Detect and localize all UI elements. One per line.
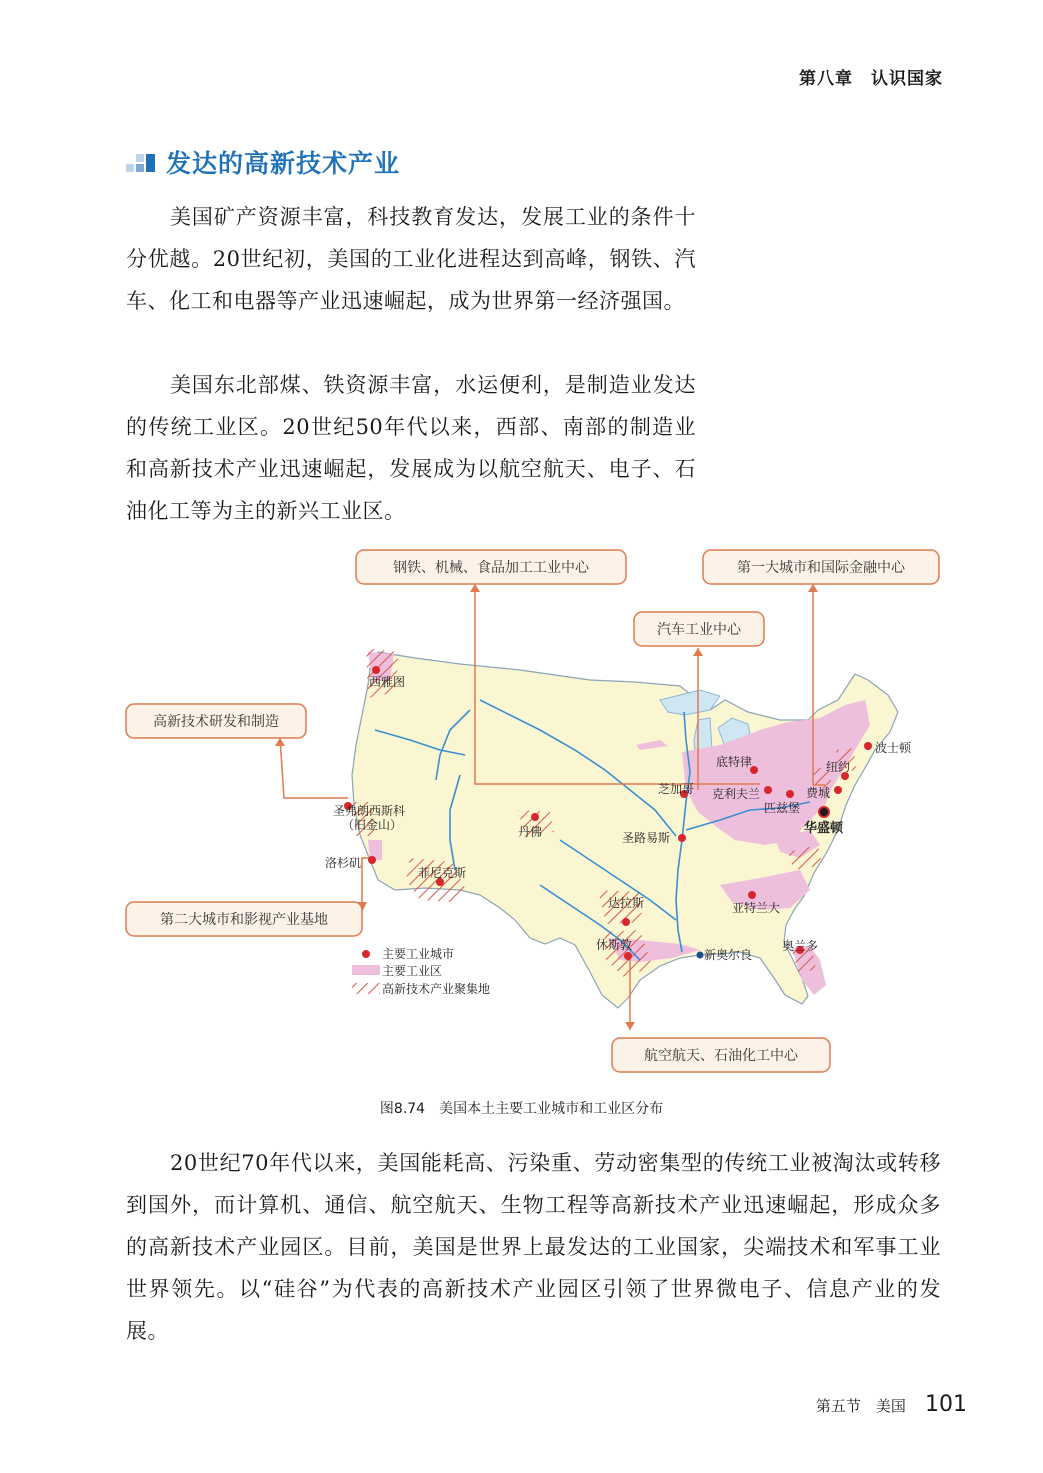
callout-auto-text: 汽车工业中心	[657, 622, 741, 638]
callout-steel-text: 钢铁、机械、食品加工工业中心	[393, 560, 589, 576]
callout-aero-text: 航空航天、石油化工中心	[644, 1048, 798, 1064]
city-pittsburgh: 匹兹堡	[764, 801, 801, 815]
legend-hightech-label: 高新技术产业聚集地	[382, 982, 491, 996]
city-detroit: 底特律	[716, 755, 753, 769]
page-footer	[816, 1392, 967, 1417]
city-chicago: 芝加哥	[658, 782, 695, 796]
map-legend	[352, 947, 490, 996]
blue-squares-icon	[126, 149, 156, 175]
city-neworleans: 新奥尔良	[704, 948, 753, 962]
callout-steel	[356, 550, 626, 584]
city-sf-alt: （旧金山）	[342, 818, 403, 832]
footer-section: 第五节 美国	[815, 1397, 906, 1415]
callout-finance-text: 第一大城市和国际金融中心	[737, 560, 905, 576]
city-philadelphia: 费城	[806, 786, 831, 800]
callout-auto	[634, 612, 764, 646]
city-la: 洛杉矶	[325, 856, 362, 870]
paragraph-1: 美国矿产资源丰富，科技教育发达，发展工业的条件十分优越。20世纪初，美国的工业化进程达到高峰，钢铁、汽车、化工和电器等产业迅速崛起，成为世界第一经济强国。	[126, 205, 696, 313]
city-stlouis: 圣路易斯	[622, 831, 671, 845]
neworleans-dot	[697, 952, 704, 959]
paragraph-2: 美国东北部煤、铁资源丰富，水运便利，是制造业发达的传统工业区。20世纪50年代以来，西部、南部的制造业和高新技术产业迅速崛起，发展成为以航空航天、电子、石油化工等为主的新兴工业区。	[126, 373, 696, 523]
callout-hightech	[126, 704, 306, 738]
city-seattle: 西雅图	[369, 675, 406, 689]
industry-map-figure	[120, 540, 950, 1100]
legend-zone-swatch	[352, 965, 380, 975]
legend-zone-label: 主要工业区	[382, 964, 443, 978]
callout-hightech-text: 高新技术研发和制造	[153, 714, 279, 730]
paragraph-3: 20世纪70年代以来，美国能耗高、污染重、劳动密集型的传统工业被淘汰或转移到国外，而计算机、通信、航空航天、生物工程等高新技术产业迅速崛起，形成众多的高新技术产业园区。目前，美国是世界上最发达的工业国家，尖端技术和军事工业世界领先。以“硅谷”为代表的高新技术产业园区引领了世界微电子、信息产业的发展。	[126, 1151, 941, 1343]
callout-film	[126, 902, 362, 936]
capital-dot	[819, 807, 829, 817]
page-number: 101	[925, 1392, 967, 1417]
city-cleveland: 克利夫兰	[712, 787, 761, 801]
figure-caption: 图8.74 美国本土主要工业城市和工业区分布	[379, 1101, 664, 1117]
city-houston: 休斯敦	[596, 938, 633, 952]
city-dallas: 达拉斯	[608, 896, 645, 910]
callout-finance	[703, 550, 939, 584]
city-atlanta: 亚特兰大	[732, 901, 781, 915]
legend-hatch-swatch	[352, 983, 380, 994]
legend-city-label: 主要工业城市	[382, 947, 455, 961]
city-phoenix: 菲尼克斯	[418, 866, 467, 880]
callout-aero	[612, 1038, 830, 1072]
legend-city-dot	[362, 950, 370, 958]
section-heading	[126, 144, 400, 180]
city-sf: 圣弗朗西斯科	[333, 804, 406, 818]
city-newyork: 纽约	[826, 760, 851, 774]
city-denver: 丹佛	[518, 825, 543, 839]
section-title: 发达的高新技术产业	[166, 149, 401, 178]
chapter-header: 第八章 认识国家	[799, 69, 943, 89]
callout-film-text: 第二大城市和影视产业基地	[160, 912, 328, 928]
city-washington: 华盛顿	[804, 821, 844, 836]
city-boston: 波士顿	[875, 741, 912, 755]
city-orlando: 奥兰多	[782, 939, 819, 953]
